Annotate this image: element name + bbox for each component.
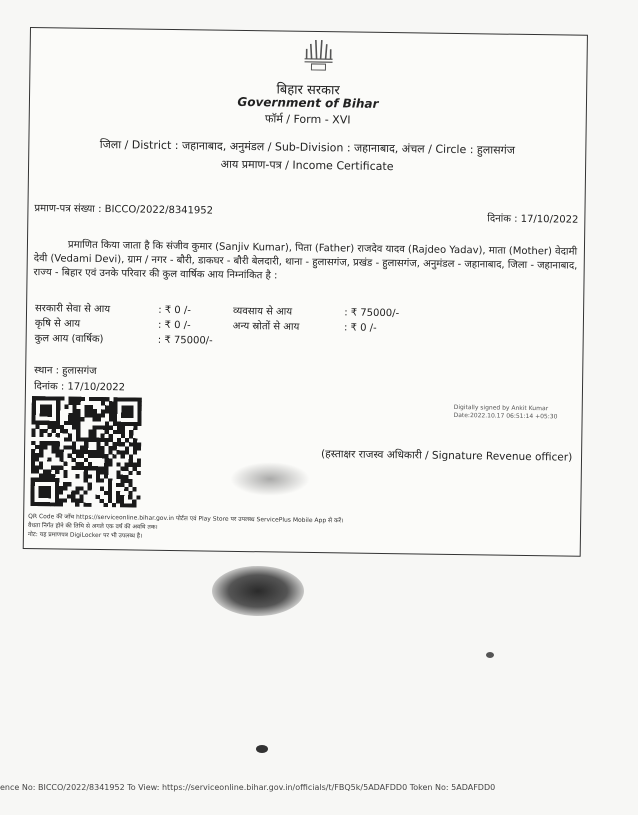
ink-smudge bbox=[230, 462, 310, 496]
place-date: दिनांक : 17/10/2022 bbox=[33, 381, 126, 394]
certificate-number: प्रमाण-पत्र संख्या : BICCO/2022/8341952 bbox=[34, 203, 214, 217]
income-row-business bbox=[233, 303, 399, 319]
ink-smudge bbox=[212, 566, 304, 616]
state-emblem-icon bbox=[298, 35, 338, 72]
govt-income-value: : ₹ 0 /- bbox=[158, 304, 191, 317]
district-line: जिला / District : जहानाबाद, अनुमंडल / Sub-Division : जहानाबाद, अंचल / Circle : हुलासगंज bbox=[99, 137, 515, 157]
business-income-value: : ₹ 75000/- bbox=[344, 307, 400, 320]
state-name-hindi: बिहार सरकार bbox=[276, 82, 340, 99]
ink-dot bbox=[256, 745, 268, 753]
digital-signature-stamp bbox=[454, 404, 558, 421]
other-income-label: अन्य स्रोतों से आय bbox=[232, 320, 300, 333]
digital-signature-signer: Digitally signed by Ankit Kumar bbox=[453, 403, 549, 413]
total-income-value: : ₹ 75000/- bbox=[157, 334, 213, 347]
state-name-english: Government of Bihar bbox=[237, 94, 379, 111]
income-row-agri bbox=[35, 315, 191, 331]
income-row-total bbox=[35, 330, 213, 346]
reference-footer: ence No: BICCO/2022/8341952 To View: https://serviceonline.bihar.gov.in/officials/t/FBQ5k/5ADAFDD0 Token No: 5ADAFDD0 bbox=[0, 783, 496, 792]
income-row-other bbox=[233, 318, 377, 334]
ink-dot bbox=[486, 652, 494, 658]
digital-signature-date: Date:2022.10.17 06:51:14 +05:30 bbox=[453, 411, 558, 421]
certificate-title: आय प्रमाण-पत्र / Income Certificate bbox=[220, 157, 394, 174]
income-row-govt bbox=[35, 300, 191, 316]
signature-label: (हस्ताक्षर राजस्व अधिकारी / Signature Revenue officer) bbox=[320, 448, 573, 464]
verification-notes bbox=[28, 512, 344, 543]
form-number: फॉर्म / Form - XVI bbox=[264, 112, 351, 127]
agri-income-value: : ₹ 0 /- bbox=[157, 319, 191, 332]
business-income-label: व्यवसाय से आय bbox=[232, 305, 293, 318]
certificate-body-text: प्रमाणित किया जाता है कि संजीव कुमार (Sanjiv Kumar), पिता (Father) राजदेव यादव (Rajdeo Yadav), माता (Mother) वेदामी देवी (Vedami Devi), ग्राम / नगर - बौरी, डाकघर - बौरी बेलदारी, थाना - हुलासगंज, प्रखंड - हुलासगंज, अनुमंडल - जहानाबाद, जिला - जहानाबाद, राज्य - बिहार एवं उनके परिवार की कुल वार्षिक आय निम्नांकित है : bbox=[33, 239, 578, 282]
total-income-label: कुल आय (वार्षिक) bbox=[34, 333, 104, 346]
place: स्थान : हुलासगंज bbox=[34, 365, 97, 377]
note-line: वैधता निर्गत होने की तिथि से अगले एक वर्ष की अवधि तक। bbox=[27, 522, 158, 531]
note-line: QR Code की जाँच https://serviceonline.bihar.gov.in पोर्टल एवं Play Store पर उपलब्ध ServicePlus Mobile App से करें। bbox=[28, 513, 344, 525]
other-income-value: : ₹ 0 /- bbox=[343, 322, 377, 334]
note-line: नोट: यह प्रमाणपत्र DigiLocker पर भी उपलब्ध है। bbox=[27, 531, 143, 540]
govt-income-label: सरकारी सेवा से आय bbox=[34, 303, 111, 316]
agri-income-label: कृषि से आय bbox=[34, 318, 81, 330]
certificate-date: दिनांक : 17/10/2022 bbox=[487, 213, 579, 226]
qr-code bbox=[30, 396, 142, 508]
